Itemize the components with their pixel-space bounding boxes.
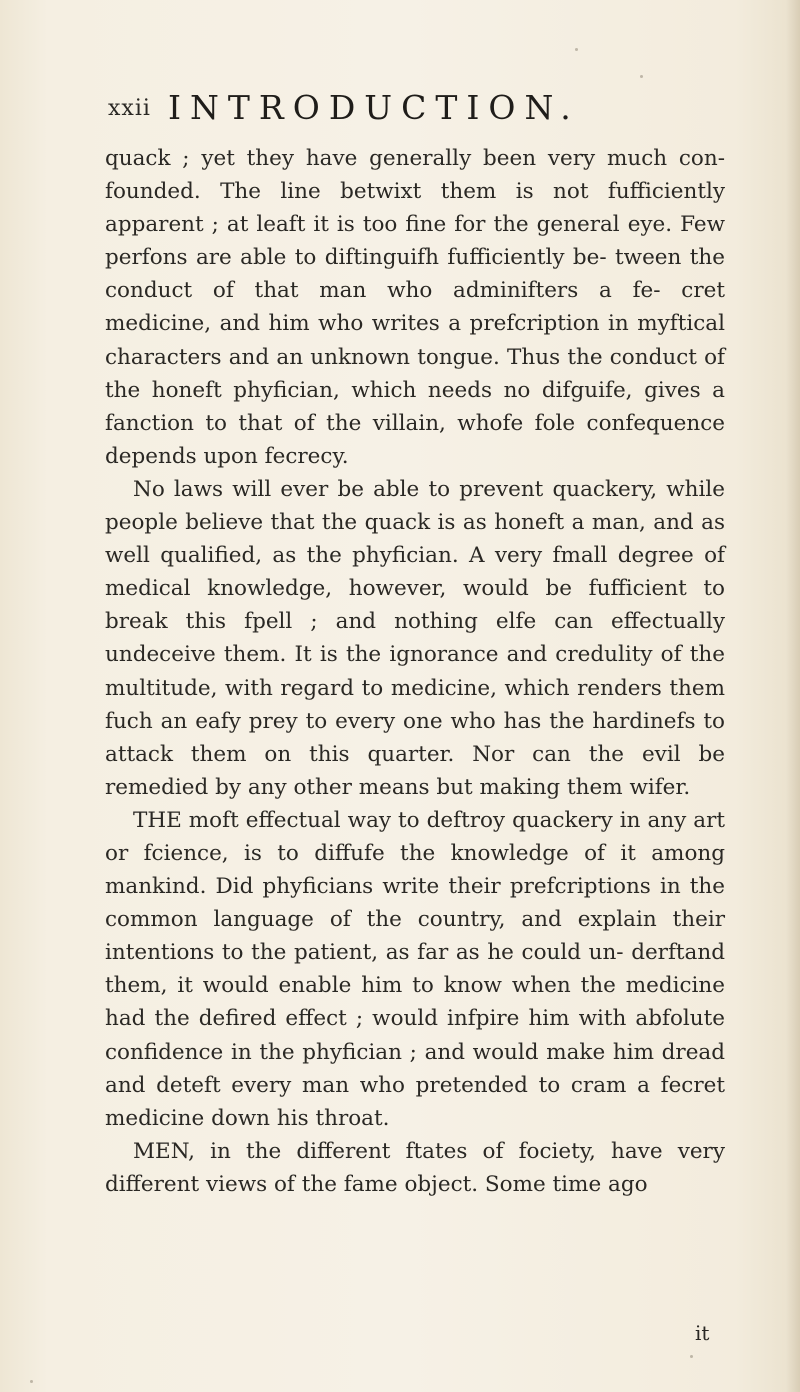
paragraph-2: No laws will ever be able to prevent quackery, while people believe that the quack is as honeft a man, and as well qualified, as the phyfician. A very fmall degree of medical knowledge, however, would be fufficient to break this fpell ; and nothing elfe can effectually undeceive them. It is the ignorance and credulity of the multitude, with regard to medicine, which renders them fuch an eafy prey to every one who has the hardinefs to attack them on this quarter. Nor can the evil be remedied by any other means but making them wifer.	[105, 476, 725, 800]
page-number: xxii	[108, 96, 151, 121]
paragraph-4: MEN, in the different ftates of fociety, have very different views of the fame object. Some time ago	[105, 1138, 725, 1197]
body-text	[105, 142, 725, 1201]
paragraph-1: quack ; yet they have generally been very much con- founded. The line betwixt them is not fufficiently apparent ; at leaft it is too fine for the general eye. Few perfons are able to diftinguifh fufficiently be- tween the conduct of that man who adminifters a fe- cret medicine, and him who writes a prefcription in myftical characters and an unknown tongue. Thus the conduct of the honeft phyfician, which needs no difguife, gives a fanction to that of the villain, whofe fole confequence depends upon fecrecy.	[105, 146, 725, 469]
catchword: it	[695, 1321, 710, 1345]
page-header	[108, 88, 748, 128]
page-edge-shadow	[786, 0, 800, 1392]
paragraph-3: THE moft effectual way to deftroy quackery in any art or fcience, is to diffufe the knowledge of it among mankind. Did phyficians write their prefcriptions in the common language of the country, and explain their intentions to the patient, as far as he could un- derftand them, it would enable him to know when the medicine had the defired effect ; would infpire him with abfolute confidence in the phyfician ; and would make him dread and deteft every man who pretended to cram a fecret medicine down his throat.	[105, 807, 725, 1131]
running-head: INTRODUCTION.	[168, 88, 580, 127]
